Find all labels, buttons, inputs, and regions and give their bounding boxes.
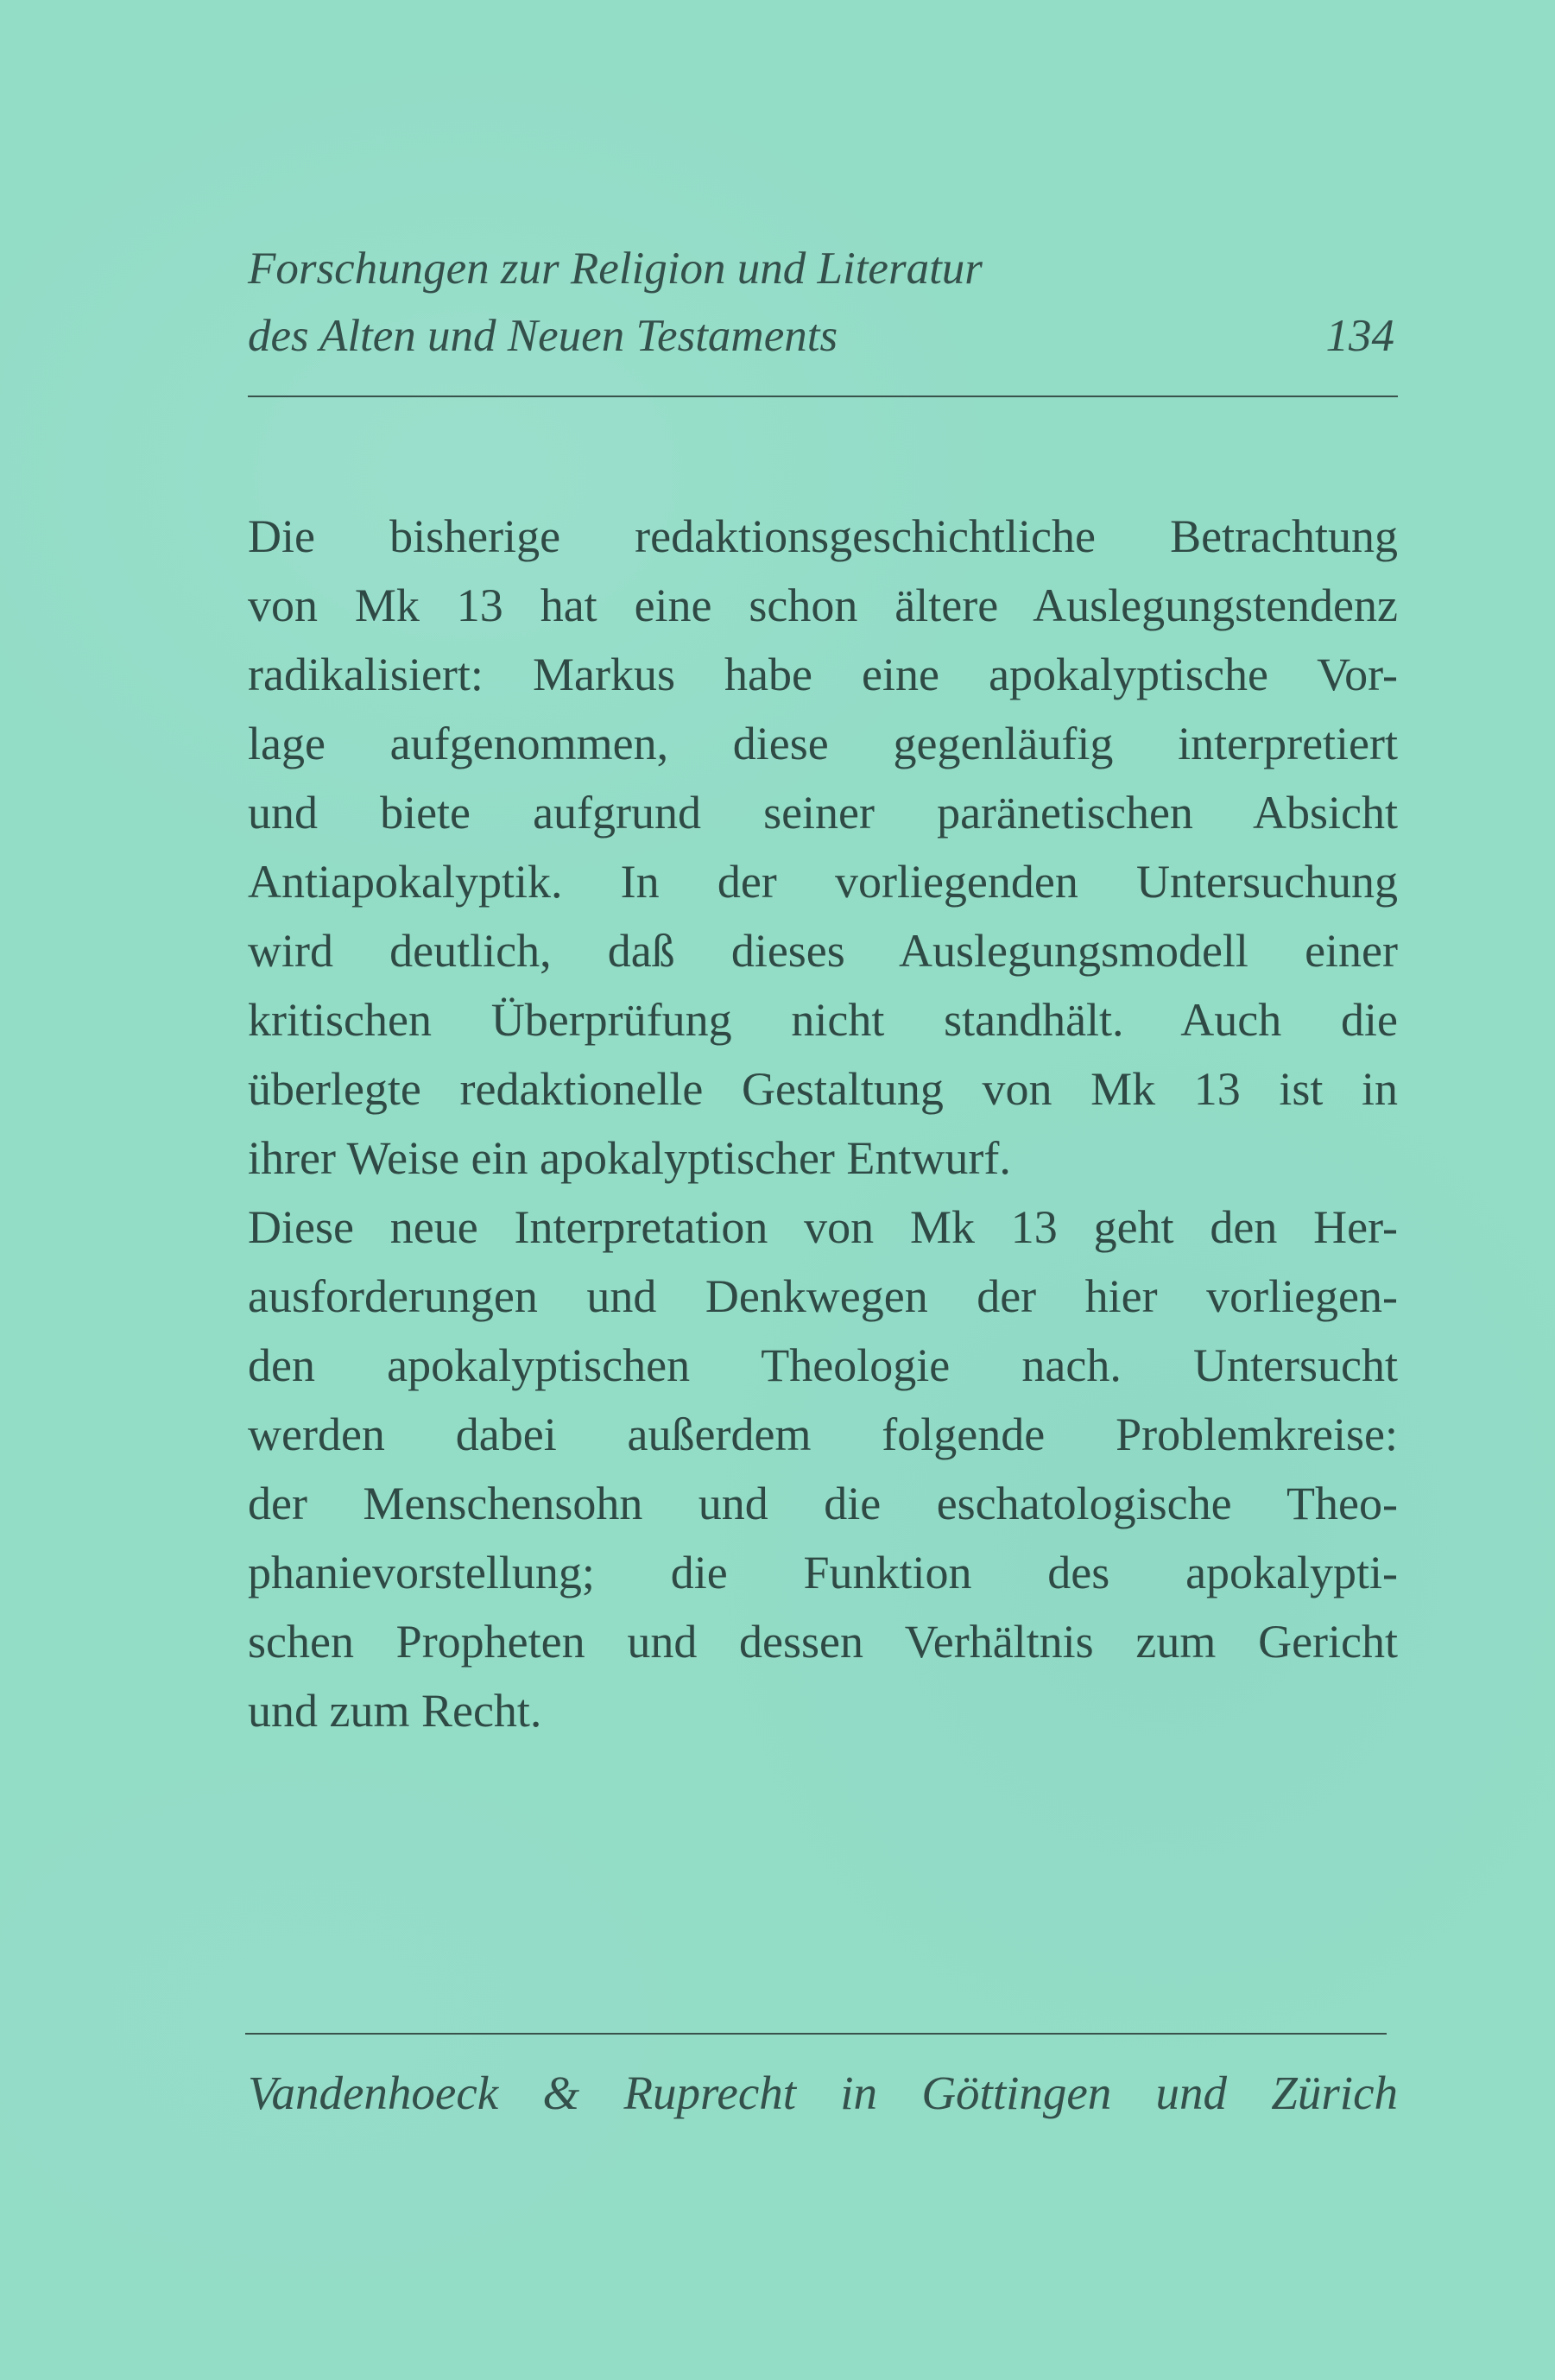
bottom-divider — [245, 2033, 1387, 2035]
series-title-line-2: des Alten und Neuen Testaments — [248, 311, 838, 361]
blurb-line: von Mk 13 hat eine schon ältere Auslegungstendenz — [248, 579, 1398, 631]
blurb-line: ihrer Weise ein apokalyptischer Entwurf. — [248, 1132, 1011, 1184]
blurb-line: den apokalyptischen Theologie nach. Untersucht — [248, 1339, 1398, 1391]
series-title-row-2 — [248, 302, 1398, 370]
blurb-line: Diese neue Interpretation von Mk 13 geht den Her- — [248, 1201, 1398, 1253]
blurb-line: überlegte redaktionelle Gestaltung von Mk 13 ist in — [248, 1063, 1398, 1115]
blurb-line: phanievorstellung; die Funktion des apokalypti- — [248, 1547, 1398, 1598]
blurb-line: und zum Recht. — [248, 1685, 542, 1737]
series-title — [248, 235, 1405, 370]
volume-number: 134 — [1325, 311, 1394, 361]
blurb-line: Die bisherige redaktionsgeschichtliche Betrachtung — [248, 510, 1398, 562]
top-divider — [248, 396, 1398, 397]
blurb-line: lage aufgenommen, diese gegenläufig interpretiert — [248, 718, 1398, 769]
blurb-line: der Menschensohn und die eschatologische Theo- — [248, 1478, 1398, 1529]
publisher-imprint: Vandenhoeck & Ruprecht in Göttingen und Zürich — [248, 2067, 1398, 2119]
blurb-line: werden dabei außerdem folgende Problemkreise: — [248, 1408, 1398, 1460]
blurb-line: kritischen Überprüfung nicht standhält. Auch die — [248, 994, 1398, 1046]
blurb-line: radikalisiert: Markus habe eine apokalyptische Vor- — [248, 649, 1398, 700]
blurb-text — [248, 502, 1398, 1745]
blurb-line: wird deutlich, daß dieses Auslegungsmodell einer — [248, 925, 1398, 977]
series-title-line-1: Forschungen zur Religion und Literatur — [248, 244, 983, 294]
blurb-line: Antiapokalyptik. In der vorliegenden Untersuchung — [248, 856, 1398, 908]
blurb-line: schen Propheten und dessen Verhältnis zum Gericht — [248, 1616, 1398, 1668]
blurb-line: ausforderungen und Denkwegen der hier vorliegen- — [248, 1270, 1398, 1322]
blurb-line: und biete aufgrund seiner paränetischen Absicht — [248, 787, 1398, 839]
